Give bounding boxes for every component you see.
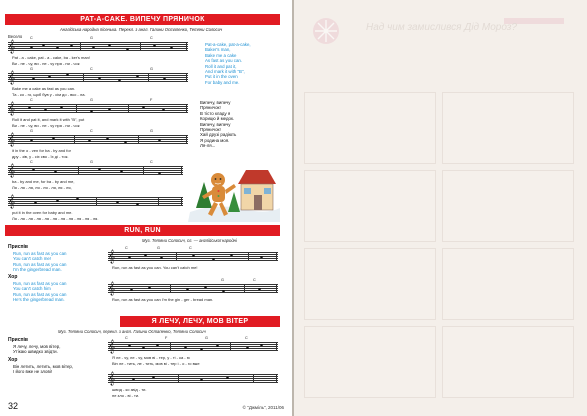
right-page-header — [304, 14, 574, 48]
song1-staff-6: 𝄞 — [8, 197, 183, 207]
chord-symbol: C — [245, 336, 248, 340]
song1-staff-5: 𝄞 — [8, 166, 183, 176]
song1-credits: Англійська народна пісенька. Перекл. з англ. Галини Остапенко, Тетяни Солосич — [60, 27, 223, 32]
snowflake-icon — [304, 14, 364, 48]
song3-title: Я ЛЕЧУ, ЛЕЧУ, МОВ ВІТЕР — [120, 316, 280, 327]
gingerbread-illustration — [188, 162, 280, 222]
chord-symbol: G — [90, 160, 93, 164]
chord-symbol: C — [150, 36, 153, 40]
chord-symbol: C — [30, 36, 33, 40]
right-page — [294, 0, 587, 416]
page-footer: © "Джміль", 2011/06 — [242, 405, 284, 410]
puzzle-panel-7 — [304, 326, 436, 398]
chord-symbol: F — [150, 98, 153, 102]
chord-symbol: C — [253, 278, 256, 282]
song1-staff-3: 𝄞 — [8, 104, 188, 114]
page-number: 32 — [8, 401, 19, 411]
song1-lyric-line-11: put it in the oven for baby and me. — [12, 210, 73, 215]
puzzle-panel-5 — [304, 248, 436, 320]
puzzle-panel-3 — [304, 170, 436, 242]
song1-lyric-line-4: Та - ко - го, щоб був у - сім до - вко - ла. — [12, 92, 86, 97]
song2-lyric-line-1: Run, run as fast as you can. You can't catch me! — [112, 265, 198, 270]
song3-staff-1: 𝄞 — [108, 342, 278, 352]
chord-symbol: C — [189, 246, 192, 250]
chord-symbol: C — [90, 129, 93, 133]
song1-lyric-line-7: it in the o - ven for ba - by and for — [12, 148, 71, 153]
puzzle-panel-2 — [442, 92, 574, 164]
song3-lyric-line-1: Я ле - чу, ле - чу, мов ві - тер, у - ті - ка - ю — [112, 355, 190, 360]
chord-symbol: G — [205, 336, 208, 340]
song3-pryspiv-label: Приспів — [8, 337, 28, 343]
chord-symbol: G — [30, 129, 33, 133]
song1-english-text: Pat-a-cake, pat-a-cake, Baker's man, Bake me a cake As fast as you can. Roll it and pat it, And mark it with "B", Put it in the oven For baby and me. — [205, 42, 251, 85]
song3-lyric-line-4: не зло - ві - ти. — [112, 393, 140, 398]
song2-pryspiv-label: Приспів — [8, 244, 28, 250]
song1-lyric-line-12: Ля - ля - ля - ля - ля - ля - ля - ля - ля - ля - ля. — [12, 216, 99, 221]
song1-lyric-line-1: Pat - a - cake, pat - a - cake, ba - ker's man! — [12, 55, 90, 60]
song2-staff-1: 𝄞 — [108, 252, 278, 262]
chord-symbol: G — [157, 246, 160, 250]
chord-symbol: G — [150, 67, 153, 71]
song1-staff-4: 𝄞 — [8, 135, 188, 145]
song1-tempo: Весело — [8, 34, 23, 39]
song1-lyric-line-6: Ви - пе - чу, ви - пе - чу пря - ни - чок — [12, 123, 80, 128]
song2-khor-text: Run, run as fast as you can You can't catch him Run, run as fast as you can He's the gingerbread man. — [13, 281, 67, 303]
song1-lyric-line-9: ba - by and me, for ba - by and me, — [12, 179, 75, 184]
puzzle-panel-8 — [442, 326, 574, 398]
song3-khor-label: Хор — [8, 357, 18, 363]
song3-khor-text: Він летить, летить, мов вітер, І його вже не злові! — [13, 364, 74, 375]
song2-title: RUN, RUN — [5, 225, 280, 236]
song2-staff-2: 𝄞 — [108, 284, 278, 294]
chord-symbol: C — [125, 336, 128, 340]
puzzle-panel-4 — [442, 170, 574, 242]
song3-credits: Муз. Тетяни Солосич, перекл. з англ. Галини Остапенко, Тетяни Солосич — [58, 329, 206, 334]
chord-symbol: C — [30, 160, 33, 164]
song3-lyric-line-2: Він ле - тить, ле - тить, мов ві - тер і - о - го вже — [112, 361, 200, 366]
chord-symbol: C — [30, 98, 33, 102]
chord-symbol: F — [165, 336, 168, 340]
song1-lyric-line-8: дру - зів, у - сіх сво - їх ді - ток. — [12, 154, 69, 159]
song1-staff-2: 𝄞 — [8, 73, 188, 83]
left-page — [0, 0, 292, 416]
chord-symbol: G — [90, 98, 93, 102]
song1-title: PAT-A-CAKE. ВИПЕЧУ ПРЯНИЧОК — [5, 14, 280, 25]
song1-lyric-line-5: Roll it and pat it, and mark it with "B", put — [12, 117, 85, 122]
song3-staff-2: 𝄞 — [108, 374, 278, 384]
song1-ukrainian-text: Випечу, випечу Пряничок! В тісто кладу я Корицю й медок. Випечу, випечу Пряничок! Хай друзі радіють Я родина моя. Ля-ля... — [200, 100, 237, 149]
chord-symbol: G — [150, 129, 153, 133]
chord-symbol: C — [90, 67, 93, 71]
song1-staff-1: 𝄞 — [8, 42, 188, 52]
chord-symbol: C — [125, 246, 128, 250]
song1-lyric-line-10: Ля - ля - ля, ля - ля - ля, ля - ля, — [12, 185, 72, 190]
song3-pryspiv-text: Я лечу, лечу, мов вітер, Утікаю швидко звідти. — [13, 344, 61, 355]
song2-credits: Муз. Тетяни Солосич, сл. — англійської народні — [142, 238, 237, 243]
song1-lyric-line-2: Ви - пе - чу, ви - пе - чу пря - ни - чок — [12, 61, 80, 66]
chord-symbol: G — [90, 36, 93, 40]
song2-lyric-line-2: Run, run as fast as you can I'm the gin - ger - bread man. — [112, 297, 214, 302]
song3-lyric-line-3: швид - ко звід - ти. — [112, 387, 147, 392]
song2-pryspiv-text: Run, run as fast as you can You can't catch me! Run, run as fast as you can I'm the gingerbread man. — [13, 251, 67, 273]
chord-symbol: G — [221, 278, 224, 282]
puzzle-panel-1 — [304, 92, 436, 164]
chord-symbol: C — [150, 160, 153, 164]
puzzle-panel-6 — [442, 248, 574, 320]
song1-lyric-line-3: Bake me a cake as fast as you can. — [12, 86, 76, 91]
song2-khor-label: Хор — [8, 274, 18, 280]
chord-symbol: G — [30, 67, 33, 71]
right-page-title: Над чим замислився Дід Мороз? — [366, 22, 517, 33]
